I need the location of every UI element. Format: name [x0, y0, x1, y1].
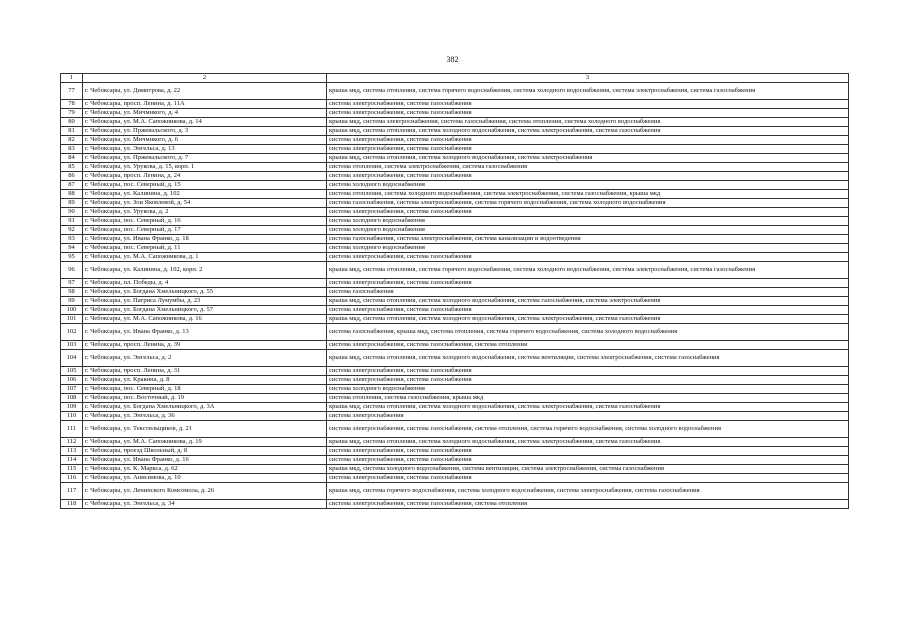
systems-cell: крыша мкд, система отопления, система холодного водоснабжения, система электроснабжения, система газоснабжения [327, 315, 849, 324]
registry-table [60, 73, 849, 509]
systems-cell: система электроснабжения, система газоснабжения [327, 100, 849, 109]
table-row [61, 315, 849, 324]
row-number-cell: 85 [61, 163, 83, 172]
row-number-cell: 104 [61, 350, 83, 367]
row-number-cell: 116 [61, 474, 83, 483]
page-number: 382 [446, 55, 459, 64]
row-number-cell: 92 [61, 226, 83, 235]
systems-cell: крыша мкд, система отопления, система холодного водоснабжения, система газоснабжения, система электроснабжения [327, 297, 849, 306]
systems-cell: крыша мкд, система отопления, система холодного водоснабжения, система вентиляции, система электроснабжения, система газоснабжения [327, 350, 849, 367]
table-row [61, 341, 849, 350]
systems-cell: система электроснабжения, система газоснабжения, система отопления, система горячего водоснабжения, система холодного водоснабжения [327, 421, 849, 438]
row-number-cell: 108 [61, 394, 83, 403]
row-number-cell: 106 [61, 376, 83, 385]
address-cell: г. Чебоксары, ул. Богдана Хмельницкого, д. 55 [83, 288, 327, 297]
systems-cell: система отопления, система газоснабжения, крыша мкд [327, 394, 849, 403]
row-number-cell: 110 [61, 412, 83, 421]
row-number-cell: 78 [61, 100, 83, 109]
row-number-cell: 100 [61, 306, 83, 315]
address-cell: г. Чебоксары, ул. М.А. Сапожникова, д. 1 [83, 253, 327, 262]
table-row [61, 253, 849, 262]
systems-cell: крыша мкд, система отопления, система горячего водоснабжения, система холодного водоснабжения, система электроснабжения, система газоснабжения [327, 83, 849, 100]
systems-cell: система холодного водоснабжения [327, 226, 849, 235]
table-row [61, 244, 849, 253]
table-row [61, 288, 849, 297]
address-cell: г. Чебоксары, ул. Ивана Франко, д. 18 [83, 235, 327, 244]
row-number-cell: 84 [61, 154, 83, 163]
systems-cell: система электроснабжения, система газоснабжения [327, 172, 849, 181]
row-number-cell: 98 [61, 288, 83, 297]
address-cell: г. Чебоксары, ул. Анисимова, д. 10 [83, 474, 327, 483]
address-cell: г. Чебоксары, ул. Кракина, д. 8 [83, 376, 327, 385]
address-cell: г. Чебоксары, ул. Энгельса, д. 34 [83, 500, 327, 509]
table-row [61, 118, 849, 127]
address-cell: г. Чебоксары, ул. М.А. Сапожникова, д. 14 [83, 118, 327, 127]
table-row [61, 154, 849, 163]
table-row [61, 262, 849, 279]
systems-cell: система электроснабжения, система газоснабжения [327, 447, 849, 456]
table-row [61, 456, 849, 465]
address-cell: г. Чебоксары, ул. Ивана Франко, д. 13 [83, 324, 327, 341]
row-number-cell: 107 [61, 385, 83, 394]
table-row [61, 447, 849, 456]
address-cell: г. Чебоксары, ул. Урукова, д. 15, корп. 1 [83, 163, 327, 172]
systems-cell: система холодного водоснабжения [327, 217, 849, 226]
table-row [61, 483, 849, 500]
address-cell: г. Чебоксары, ул. М.А. Сапожникова, д. 16 [83, 315, 327, 324]
row-number-cell: 83 [61, 145, 83, 154]
row-number-cell: 112 [61, 438, 83, 447]
row-number-cell: 89 [61, 199, 83, 208]
table-header-row [61, 74, 849, 83]
row-number-cell: 114 [61, 456, 83, 465]
systems-cell: система холодного водоснабжения [327, 244, 849, 253]
table-row [61, 367, 849, 376]
table-row [61, 438, 849, 447]
table-row [61, 199, 849, 208]
systems-cell: крыша мкд, система отопления, система холодного водоснабжения, система электроснабжения, система газоснабжения [327, 438, 849, 447]
row-number-cell: 94 [61, 244, 83, 253]
systems-cell: система электроснабжения, система газоснабжения [327, 367, 849, 376]
address-cell: г. Чебоксары, пл. Победы, д. 4 [83, 279, 327, 288]
systems-cell: система холодного водоснабжения [327, 385, 849, 394]
systems-cell: система электроснабжения [327, 412, 849, 421]
table-row [61, 279, 849, 288]
table-row [61, 127, 849, 136]
row-number-cell: 99 [61, 297, 83, 306]
row-number-cell: 86 [61, 172, 83, 181]
table-row [61, 100, 849, 109]
table-row [61, 376, 849, 385]
address-cell: г. Чебоксары, ул. Энгельса, д. 36 [83, 412, 327, 421]
address-cell: г. Чебоксары, ул. Пржевальского, д. 7 [83, 154, 327, 163]
table-row [61, 394, 849, 403]
address-cell: г. Чебоксары, ул. К. Маркса, д. 62 [83, 465, 327, 474]
row-number-cell: 105 [61, 367, 83, 376]
systems-cell: система электроснабжения, система газоснабжения [327, 136, 849, 145]
column-header: 1 [61, 74, 83, 83]
address-cell: г. Чебоксары, ул. Текстильщиков, д. 21 [83, 421, 327, 438]
table-row [61, 136, 849, 145]
row-number-cell: 102 [61, 324, 83, 341]
address-cell: г. Чебоксары, просп. Ленина, д. 24 [83, 172, 327, 181]
table-row [61, 474, 849, 483]
table-row [61, 163, 849, 172]
row-number-cell: 90 [61, 208, 83, 217]
row-number-cell: 87 [61, 181, 83, 190]
row-number-cell: 113 [61, 447, 83, 456]
address-cell: г. Чебоксары, просп. Ленина, д. 11А [83, 100, 327, 109]
systems-cell: система электроснабжения, система газоснабжения, система отопления [327, 500, 849, 509]
address-cell: г. Чебоксары, ул. Пржевальского, д. 3 [83, 127, 327, 136]
address-cell: г. Чебоксары, проезд Школьный, д. 8 [83, 447, 327, 456]
column-header: 2 [83, 74, 327, 83]
row-number-cell: 97 [61, 279, 83, 288]
row-number-cell: 103 [61, 341, 83, 350]
row-number-cell: 111 [61, 421, 83, 438]
table-row [61, 190, 849, 199]
address-cell: г. Чебоксары, ул. Зои Яковлевой, д. 54 [83, 199, 327, 208]
systems-cell: система отопления, система электроснабжения, система газоснабжения [327, 163, 849, 172]
address-cell: г. Чебоксары, ул. Димитрова, д. 22 [83, 83, 327, 100]
row-number-cell: 91 [61, 217, 83, 226]
row-number-cell: 88 [61, 190, 83, 199]
row-number-cell: 101 [61, 315, 83, 324]
address-cell: г. Чебоксары, ул. М.А. Сапожникова, д. 19 [83, 438, 327, 447]
address-cell: г. Чебоксары, ул. Мичмнкого, д. 6 [83, 136, 327, 145]
row-number-cell: 118 [61, 500, 83, 509]
systems-cell: система газоснабжения [327, 288, 849, 297]
address-cell: г. Чебоксары, ул. Богдана Хмельницкого, д. 57 [83, 306, 327, 315]
systems-cell: система электроснабжения, система газоснабжения [327, 253, 849, 262]
table-row [61, 403, 849, 412]
row-number-cell: 117 [61, 483, 83, 500]
row-number-cell: 77 [61, 83, 83, 100]
systems-cell: система электроснабжения, система газоснабжения [327, 279, 849, 288]
table-row [61, 208, 849, 217]
address-cell: г. Чебоксары, ул. Патриса Лумумбы, д. 23 [83, 297, 327, 306]
table-row [61, 465, 849, 474]
systems-cell: система электроснабжения, система газоснабжения [327, 145, 849, 154]
address-cell: г. Чебоксары, ул. Калинина, д. 102 [83, 190, 327, 199]
systems-cell: система газоснабжения, система электроснабжения, система канализации и водоотведения [327, 235, 849, 244]
systems-cell: крыша мкд, система отопления, система холодного водоснабжения, система электроснабжения, система газоснабжения [327, 127, 849, 136]
row-number-cell: 95 [61, 253, 83, 262]
systems-cell: система газоснабжения, крыша мкд, система отопления, система горячего водоснабжения, система холодного водоснабжения [327, 324, 849, 341]
systems-cell: крыша мкд, система отопления, система холодного водоснабжения, система электроснабжения, система газоснабжения [327, 403, 849, 412]
table-row [61, 217, 849, 226]
systems-cell: система электроснабжения, система газоснабжения [327, 109, 849, 118]
table-row [61, 172, 849, 181]
table-row [61, 324, 849, 341]
systems-cell: система газоснабжения, система электроснабжения, система горячего водоснабжения, система холодного водоснабжения [327, 199, 849, 208]
address-cell: г. Чебоксары, пос. Северный, д. 18 [83, 385, 327, 394]
systems-cell: система электроснабжения, система газоснабжения [327, 306, 849, 315]
address-cell: г. Чебоксары, ул. Ленинского Комсомола, д. 26 [83, 483, 327, 500]
address-cell: г. Чебоксары, пос. Восточный, д. 19 [83, 394, 327, 403]
address-cell: г. Чебоксары, ул. Калинина, д. 102, корп. 2 [83, 262, 327, 279]
row-number-cell: 79 [61, 109, 83, 118]
systems-cell: система холодного водоснабжения [327, 181, 849, 190]
systems-cell: крыша мкд, система отопления, система горячего водоснабжения, система холодного водоснабжения, система электроснабжения, система газоснабжения [327, 262, 849, 279]
systems-cell: система электроснабжения, система газоснабжения [327, 456, 849, 465]
table-row [61, 306, 849, 315]
address-cell: г. Чебоксары, пос. Северный, д. 17 [83, 226, 327, 235]
systems-cell: система отопления, система холодного водоснабжения, система электроснабжения, система газоснабжения, крыша мкд [327, 190, 849, 199]
systems-cell: крыша мкд, система электроснабжения, система газоснабжения, система отопления, система холодного водоснабжения [327, 118, 849, 127]
row-number-cell: 115 [61, 465, 83, 474]
address-cell: г. Чебоксары, ул. Энгельса, д. 2 [83, 350, 327, 367]
address-cell: г. Чебоксары, пос. Северный, д. 15 [83, 181, 327, 190]
table-row [61, 145, 849, 154]
table-row [61, 500, 849, 509]
address-cell: г. Чебоксары, ул. Урукова, д. 2 [83, 208, 327, 217]
row-number-cell: 82 [61, 136, 83, 145]
row-number-cell: 93 [61, 235, 83, 244]
column-header: 3 [327, 74, 849, 83]
address-cell: г. Чебоксары, просп. Ленина, д. 31 [83, 367, 327, 376]
table-row [61, 297, 849, 306]
table-body [61, 83, 849, 509]
systems-cell: крыша мкд, система холодного водоснабжения, система вентиляции, система электроснабжения, система газоснабжения [327, 465, 849, 474]
row-number-cell: 80 [61, 118, 83, 127]
systems-cell: крыша мкд, система отопления, система холодного водоснабжения, система электроснабжения [327, 154, 849, 163]
table-row [61, 421, 849, 438]
table-row [61, 109, 849, 118]
table-row [61, 181, 849, 190]
table-row [61, 350, 849, 367]
table-row [61, 412, 849, 421]
row-number-cell: 109 [61, 403, 83, 412]
systems-cell: система электроснабжения, система газоснабжения [327, 376, 849, 385]
row-number-cell: 96 [61, 262, 83, 279]
address-cell: г. Чебоксары, ул. Мичмнкого, д. 4 [83, 109, 327, 118]
address-cell: г. Чебоксары, ул. Богдана Хмельницкого, д. 3А [83, 403, 327, 412]
row-number-cell: 81 [61, 127, 83, 136]
systems-cell: система электроснабжения, система газоснабжения [327, 474, 849, 483]
address-cell: г. Чебоксары, пос. Северный, д. 16 [83, 217, 327, 226]
table-row [61, 83, 849, 100]
systems-cell: система электроснабжения, система газоснабжения, система отопления [327, 341, 849, 350]
table-row [61, 385, 849, 394]
table-row [61, 226, 849, 235]
address-cell: г. Чебоксары, пос. Северный, д. 11 [83, 244, 327, 253]
table-row [61, 235, 849, 244]
address-cell: г. Чебоксары, ул. Энгельса, д. 13 [83, 145, 327, 154]
address-cell: г. Чебоксары, ул. Ивана Франко, д. 16 [83, 456, 327, 465]
address-cell: г. Чебоксары, просп. Ленина, д. 39 [83, 341, 327, 350]
systems-cell: система электроснабжения, система газоснабжения [327, 208, 849, 217]
systems-cell: крыша мкд, система горячего водоснабжения, система холодного водоснабжения, система электроснабжения, система газоснабжения [327, 483, 849, 500]
